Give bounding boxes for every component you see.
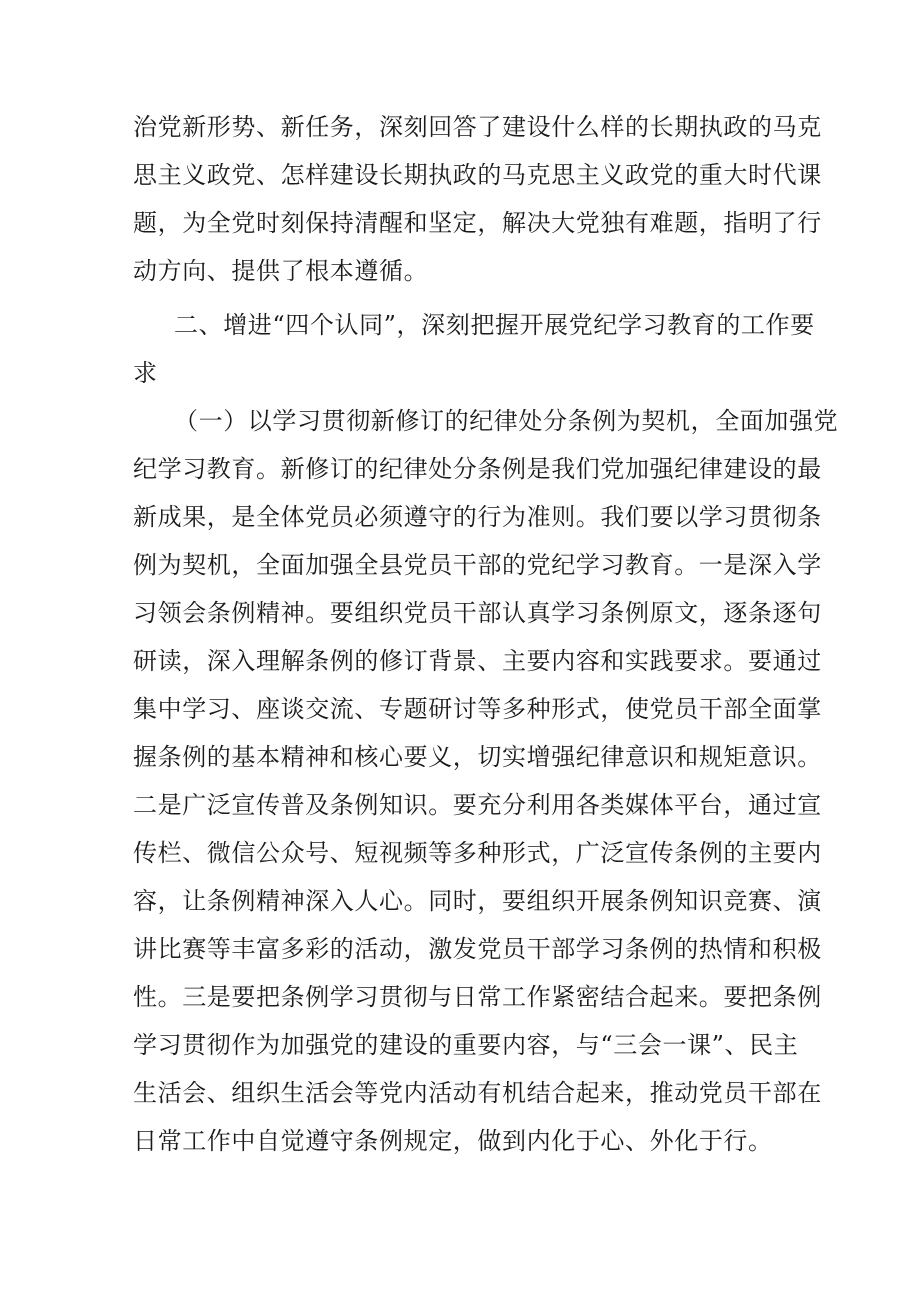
body-text-line: 性。三是要把条例学习贯彻与日常工作紧密结合起来。要把条例 (133, 983, 822, 1011)
body-text-line: 思主义政党、怎样建设长期执政的马克思主义政党的重大时代课 (133, 161, 822, 189)
section-heading: 二、增进“四个认同”，深刻把握开展党纪学习教育的工作要 (174, 311, 815, 339)
body-text-line: 容，让条例精神深入人心。同时，要组织开展条例知识竞赛、演 (133, 887, 822, 915)
body-text-line: 治党新形势、新任务，深刻回答了建设什么样的长期执政的马克 (133, 113, 822, 141)
body-text-line: 例为契机，全面加强全县党员干部的党纪学习教育。一是深入学 (133, 551, 822, 579)
subsection-paragraph-start: （一）以学习贯彻新修订的纪律处分条例为契机，全面加强党 (174, 407, 839, 435)
body-text-line: 传栏、微信公众号、短视频等多种形式，广泛宣传条例的主要内 (133, 839, 822, 867)
body-text-line: 集中学习、座谈交流、专题研讨等多种形式，使党员干部全面掌 (133, 695, 822, 723)
body-text-line: 学习贯彻作为加强党的建设的重要内容，与“三会一课”、民主 (133, 1031, 799, 1059)
body-text-line: 日常工作中自觉遵守条例规定，做到内化于心、外化于行。 (133, 1127, 773, 1155)
body-text-line: 二是广泛宣传普及条例知识。要充分利用各类媒体平台，通过宣 (133, 791, 822, 819)
body-text-line: 握条例的基本精神和核心要义，切实增强纪律意识和规矩意识。 (133, 743, 822, 771)
body-text-line: 研读，深入理解条例的修订背景、主要内容和实践要求。要通过 (133, 647, 822, 675)
body-text-line: 纪学习教育。新修订的纪律处分条例是我们党加强纪律建设的最 (133, 455, 822, 483)
body-text-line: 习领会条例精神。要组织党员干部认真学习条例原文，逐条逐句 (133, 599, 822, 627)
body-text-line: 题，为全党时刻保持清醒和坚定，解决大党独有难题，指明了行 (133, 209, 822, 237)
section-heading-continuation: 求 (133, 359, 158, 387)
body-text-line: 讲比赛等丰富多彩的活动，激发党员干部学习条例的热情和积极 (133, 935, 822, 963)
body-text-line: 动方向、提供了根本遵循。 (133, 257, 429, 285)
body-text-line: 生活会、组织生活会等党内活动有机结合起来，推动党员干部在 (133, 1079, 822, 1107)
body-text-line: 新成果，是全体党员必须遵守的行为准则。我们要以学习贯彻条 (133, 503, 822, 531)
